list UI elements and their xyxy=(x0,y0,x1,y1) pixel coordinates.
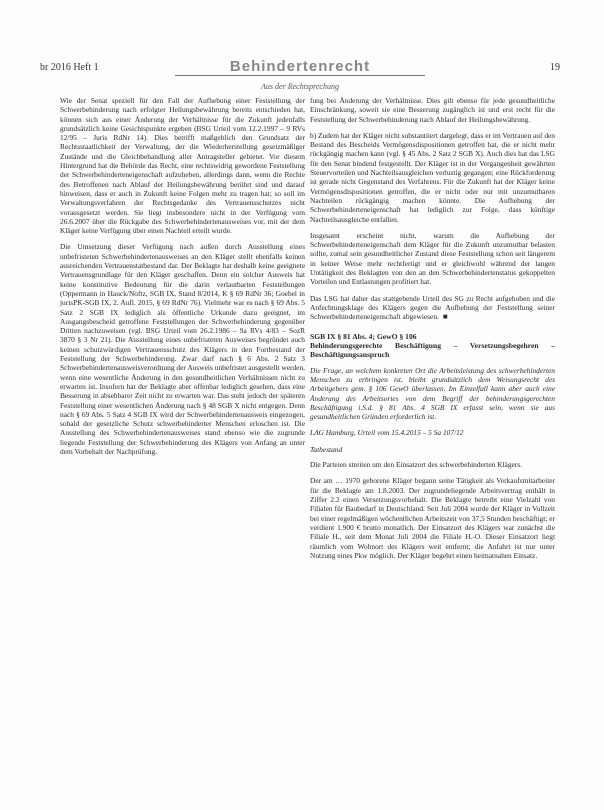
journal-title: Behindertenrecht xyxy=(175,58,425,76)
left-column xyxy=(60,96,305,463)
headnote: Die Frage, an welchem konkreten Ort die Arbeitsleistung des schwerbehinderten Menschen zu erbringen ist, bleibt grundsätzlich dem Weisungsrecht des Arbeitgebers gem. § 106 GewO überlassen. Im Einzelfall kann aber auch eine Änderung des Arbeitsortes von dem Begriff der behinderungsgerechten Beschäftigung i.S.d. § 81 Abs. 4 SGB IX erfasst sein, wenn sie aus gesundheitlichen Gründen erforderlich ist. xyxy=(310,365,555,422)
section-label: Aus der Rechtsprechung xyxy=(261,82,339,91)
paragraph xyxy=(310,294,555,322)
paragraph: Die Umsetzung dieser Verfügung nach außen durch Ausstellung eines unbefristeten Schwerbehindertenausweises an den Kläger stellt ebenfalls keinen ausreichenden Vertrauenstatbestand dar. Der Beklagte hat deshalb keine geeignete Vertrauensgrundlage für den Kläger geschaffen. Denn ein solcher Ausweis hat keine konstitutive Bedeutung für die darin verlautbarten Feststellungen (Oppermann in Hauck/Noftz, SGB IX, Stand 8/2014, K § 69 RdNr 36; Goebel in jurisPK-SGB IX, 2. Aufl. 2015, § 69 RdNr 76). Vielmehr war es nach § 69 Abs. 5 Satz 2 SGB IX lediglich als öffentliche Urkunde dazu geeignet, im Ausgangsbescheid getroffene Feststellungen der Schwerbehinderung gegenüber Dritten nachzuweisen (vgl. BSG Urteil vom 26.2.1986 – 9a RVs 4/83 – SozR 3870 § 3 Nr 21). Die Ausstellung eines unbefristeten Ausweises begründet auch keinen schutzwürdigen Vertrauensschutz des Klägers in den Fortbestand der Feststellung der Schwerbehinderung. Zwar darf nach § 6 Abs. 2 Satz 3 Schwerbehindertenausweisverordnung der Ausweis unbefristet ausgestellt werden, wenn eine wesentliche Änderung in den gesundheitlichen Verhältnissen nicht zu erwarten ist. Insofern hat der Beklagte aber offenbar lediglich gesehen, dass eine Besserung in absehbarer Zeit nicht zu erwarten war. Das steht jedoch der späteren Feststellung einer wesentlichen Änderung nach § 48 SGB X nicht entgegen. Denn nach § 69 Abs. 5 Satz 4 SGB IX wird der Schwerbehindertenausweis eingezogen, sobald der gesetzliche Schutz schwerbehinderter Menschen erloschen ist. Die Ausstellung des Schwerbehindertenausweises stand ebenso wie die zugrunde liegende Feststellung der Schwerbehinderung des Klägers von Anfang an unter dem Vorbehalt der Nachprüfung. xyxy=(60,242,305,456)
case-block xyxy=(310,332,555,561)
case-citation: LAG Hamburg, Urteil vom 15.4.2015 – 5 Sa 107/12 xyxy=(310,427,464,437)
paragraph: Insgesamt erscheint nicht, warum die Aufhebung der Schwerbehinderteneigenschaft dem Kläger für die Zukunft unzumutbar belasten sollte, zumal sein gesundheitlicher Zustand diese Feststellung schon seit längerem in keiner Weise mehr rechtfertigt und er gleichwohl während der langen Untätigkeit des Beklagten von den an den Schwerbehindertenstatus gekoppelten Vorteilen und Entlastungen profitiert hat. xyxy=(310,230,555,287)
paragraph: Die Parteien streiten um den Einsatzort des schwerbehinderten Klägers. xyxy=(310,460,522,470)
paragraph: b) Zudem hat der Kläger nicht substantiiert dargelegt, dass er im Vertrauen auf den Bestand des Bescheids Vermögensdispositionen getroffen hat, die er nicht mehr rückgängig machen kann (vgl. § 45 Abs. 2 Satz 2 SGB X). Auch dies hat das LSG für den Senat bindend festgestellt. Der Kläger ist in der Vergangenheit gewährten Steuervorteilen und Nachteilsausgleichen verlustig gegangen; eine Rückforderung ist gerade nicht Gegenstand des Verfahrens. Für die Zukunft hat der Kläger keine Vermögensdispositionen getroffen, die er nicht oder nur mit unzumutbaren Nachteilen rückgängig machen könnte. Die Aufhebung der Schwerbehinderteneigenschaft hat lediglich zur Folge, dass künftige Nachteilsausgleiche entfallen. xyxy=(310,130,555,224)
paragraph: fung bei Änderung der Verhältnisse. Dies gilt ebenso für jede gesundheitliche Einschränkung, soweit sie eine Besserung zugänglich ist und erst recht für die Feststellung der Schwerbehinderung nach Ablauf der Heilungsbewährung. xyxy=(310,96,555,124)
paragraph-text: Das LSG hat daher das stattgebende Urteil des SG zu Recht aufgehoben und die Anfechtungsklage des Klägers gegen die Aufhebung der Feststellung seiner Schwerbehinderteneigenschaft abgewiesen. xyxy=(310,293,555,322)
paragraph: Wie der Senat speziell für den Fall der Aufhebung einer Feststellung der Schwerbehinderung nach erfolgter Heilungsbewährung bereits entschieden hat, können sich aus einer Änderung der Verhältnisse für die Zukunft jedenfalls grundsätzlich keine Gesichtspunkte ergeben (BSG Urteil vom 12.2.1997 – 9 RVs 12/95 – Juris RdNr 14). Dies betrifft maßgeblich den Grundsatz der Rechtsstaatlichkeit der Verwaltung, der die Wiederherstellung gesetzmäßiger Zustände und die Gleichbehandlung aller Antragsteller gebietet. Vor diesem Hintergrund hat die Behörde das Recht, eine rechtswidrig gewordene Feststellung der Schwerbehinderteneigenschaft aufzuheben, allerdings dann, wenn die Rechte des Betroffenen nach Ablauf der Heilungsbewährung berührt sind und darauf hinweisen, dass er auch in Zukunft keine Folgen mehr zu tragen hat; so soll im Verwaltungsverfahren der Rechtsgedanke des Vertrauensschutzes nicht vorausgesetzt werden. Sie liegt insbesondere nicht in der Verfügung vom 26.6.2007 über die Rückgabe des Schwerbehindertenausweises vor, mit der dem Kläger keine Verfügung über einen Nachteil erteilt wurde. xyxy=(60,96,305,236)
issue-label: br 2016 Heft 1 xyxy=(40,62,99,73)
end-mark-icon: ■ xyxy=(442,312,448,322)
paragraph: Der am … 1970 geborene Kläger begann seine Tätigkeit als Verkaufsmitarbeiter für die Beklagte am 1.8.2003. Der zugrundeliegende Arbeitsvertrag enthält in Ziffer 2.2 einen Versetzungsvorbehalt. Die Beklagte betreibt eine Vielzahl von Filialen für Baubedarf in Deutschland. Seit Juli 2004 wurde der Kläger in Vollzeit bei einer regelmäßigen wöchentlichen Arbeitszeit von 37,5 Stunden beschäftigt; er verdient 1.900 € brutto monatlich. Der Einsatzort des Klägers war zunächst die Filiale H., seit dem Monat Juli 2004 die Filiale H.-O. Dieser Einsatzort liegt räumlich vom Wohnort des Klägers weit entfernt; die Anfahrt ist nur unter Nutzung eines Pkw möglich. Der Kläger begehrt einen heimatnahen Einsatz. xyxy=(310,476,555,560)
page-header xyxy=(40,60,560,80)
case-heading: SGB IX § 81 Abs. 4; GewO § 106 Behinderungsgerechte Beschäftigung – Versetzungsbegehren – Beschäftigungsanspruch xyxy=(310,331,555,360)
tatbestand-heading: Tatbestand xyxy=(310,444,343,454)
page-number: 19 xyxy=(550,62,560,73)
right-column xyxy=(310,96,555,567)
